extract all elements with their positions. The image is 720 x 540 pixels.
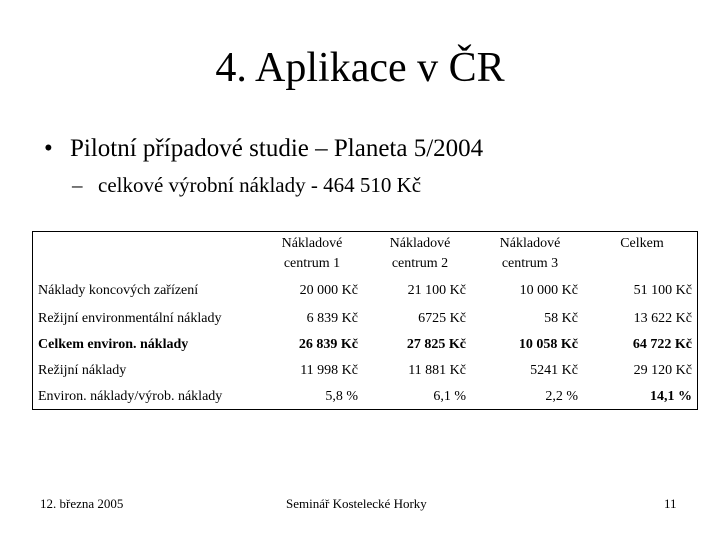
table-cell: 11 998 Kč (300, 363, 358, 378)
row-label-env-total: Celkem environ. náklady (38, 337, 189, 352)
dash-mark: – (72, 173, 83, 197)
table-cell: 13 622 Kč (633, 311, 692, 326)
header-cost-center-3: Nákladové centrum 3 (499, 236, 561, 271)
table-cell: 5,8 % (325, 389, 358, 404)
row-label-end-device-costs: Náklady koncových zařízení (38, 283, 199, 298)
header-cost-center-2: Nákladové centrum 2 (389, 236, 451, 271)
footer-page-number: 11 (664, 496, 677, 511)
slide-title: 4. Aplikace v ČR (215, 45, 505, 91)
table-cell: 6 839 Kč (306, 311, 358, 326)
table-cell: 64 722 Kč (632, 337, 692, 352)
table-cell: 29 120 Kč (633, 363, 692, 378)
table-cell: 58 Kč (544, 311, 578, 326)
header-cost-center-1: Nákladové centrum 1 (281, 236, 343, 271)
table-cell: 10 058 Kč (518, 337, 578, 352)
row-label-env-overhead: Režijní environmentální náklady (38, 311, 222, 326)
table-cell: 11 881 Kč (408, 363, 466, 378)
table-cell: 21 100 Kč (407, 283, 466, 298)
table-cell: 10 000 Kč (519, 283, 578, 298)
bullet-level-1 (44, 134, 483, 164)
table-cell: 26 839 Kč (298, 337, 358, 352)
table-cell: 14,1 % (650, 389, 692, 404)
bullet-level-2 (72, 172, 421, 198)
sub-bullet-text: celkové výrobní náklady - 464 510 Kč (98, 173, 422, 197)
table-cell: 2,2 % (545, 389, 578, 404)
row-label-overhead: Režijní náklady (38, 363, 127, 378)
bullet-text: Pilotní případové studie – Planeta 5/2004 (70, 135, 484, 162)
row-label-env-ratio: Environ. náklady/výrob. náklady (38, 389, 223, 404)
table-cell: 27 825 Kč (406, 337, 466, 352)
table-cell: 5241 Kč (530, 363, 578, 378)
table-cell: 6725 Kč (418, 311, 466, 326)
table-cell: 6,1 % (433, 389, 466, 404)
table-cell: 20 000 Kč (299, 283, 358, 298)
footer-seminar: Seminář Kostelecké Horky (286, 496, 427, 511)
header-total: Celkem (620, 236, 664, 251)
table-cell: 51 100 Kč (633, 283, 692, 298)
footer-date: 12. března 2005 (40, 496, 124, 511)
bullet-mark: • (44, 135, 53, 162)
